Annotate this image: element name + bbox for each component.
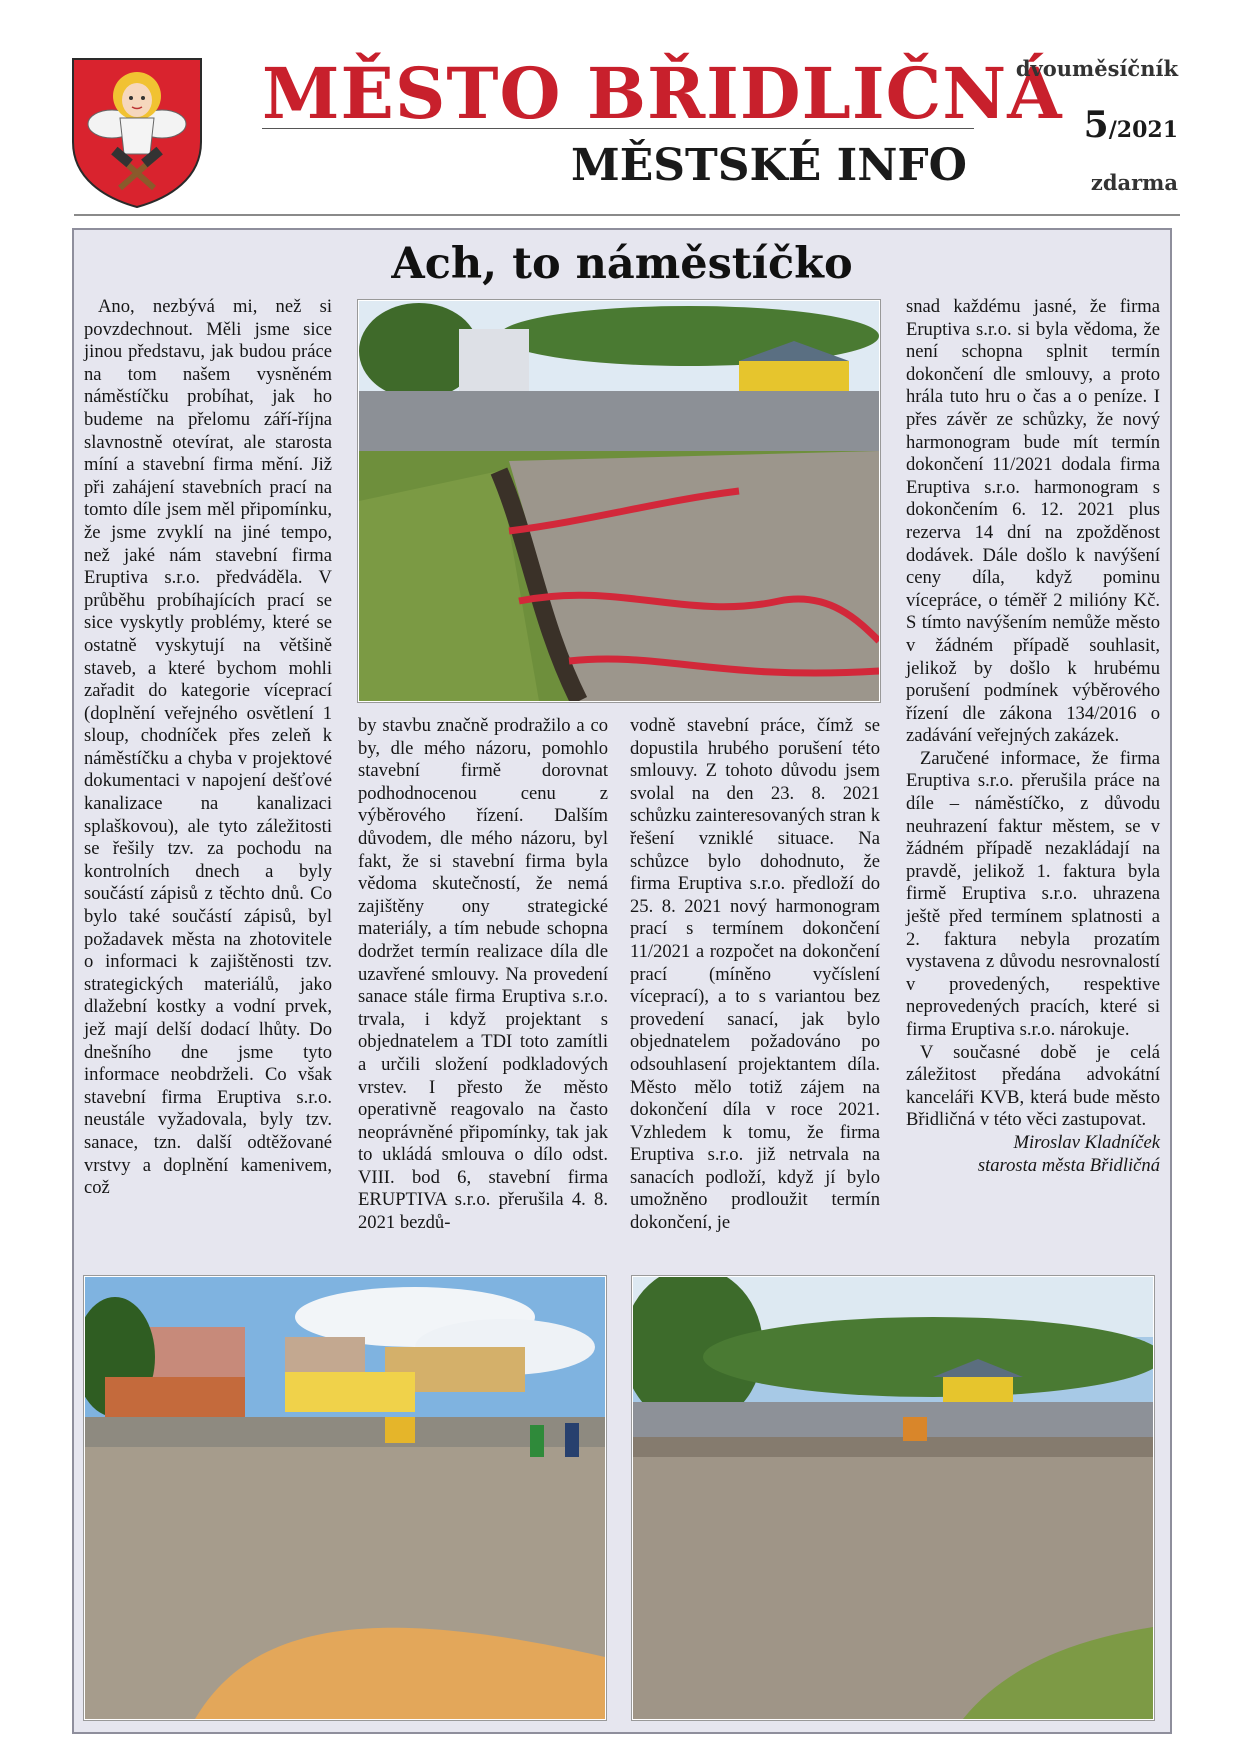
article-title: Ach, to náměstíčko (391, 239, 853, 289)
header-divider (74, 214, 1180, 216)
photo-construction-site-workers (84, 1276, 606, 1720)
article-paragraph: V současné době je celá záležitost předána advokátní kanceláři KVB, která bude město Břidličná v této věci zastupovat. (906, 1041, 1160, 1131)
article-paragraph: vodně stavební práce, čímž se dopustila hrubého porušení této smlouvy. Z tohoto důvodu jsem svolal na den 23. 8. 2021 schůzku zainteresovaných stran k řešení vzniklé situace. Na schůzce bylo dohodnuto, že firma Eruptiva s.r.o. předloží do 25. 8. 2021 nový harmonogram prací s termínem dokončení 11/2021 a rozpočet na dokončení prací (míněno vyčíslení víceprací), a to s variantou bez provedení sanací, jak bylo objednatelem požadováno po odsouhlasení projektantem díla. Město mělo totiž zájem na dokončení díla v roce 2021. Vzhledem k tomu, že firma Eruptiva s.r.o. již netrvala na sanacích podloží, když jí bylo umožněno prodloužit termín dokončení, je (630, 715, 880, 1234)
newsletter-subtitle: MĚSTSKÉ INFO (571, 140, 967, 191)
issue-number: 5 (1083, 104, 1109, 146)
frequency-label: dvouměsíčník (1015, 56, 1178, 81)
author-role: starosta města Břidličná (977, 1154, 1160, 1176)
article-paragraph: Ano, nezbývá mi, než si povzdechnout. Měli jsme sice jinou představu, jak budou práce na tom našem vysněném náměstíčku probíhat, jak ho budeme na přelomu září-října slavnostně otevírat, ale starosta míní a stavební firma mění. Již při zahájení stavebních prací na tomto díle jsem měl připomínku, že jsme zvyklí na jiné tempo, než jaké nám stavební firma Eruptiva s.r.o. předváděla. V průběhu probíhajících prací se sice vyskytly problémy, které se ostatně vyskytují na většině staveb, a které bychom mohli zařadit do kategorie víceprací (doplnění veřejného osvětlení 1 sloup, chodníček přes zeleň k náměstíčku a chyba v projektové dokumentaci v napojení dešťové kanalizace na kanalizaci splaškovou), ale tyto záležitosti se řešily tzv. za pochodu na kontrolních dnech a byly součástí zápisů z těchto dnů. Co bylo také součástí zápisů, byl požadavek města na zhotovitele o informaci k zajištěnosti tzv. strategických materiálů, jako dlažební kostky a vodní prvek, jež mají delší dodací lhůty. Do dnešního dne jsme tyto informace neobdrželi. Co však stavební firma Eruptiva s.r.o. neustále vyžadovala, byly tzv. sanace, tzn. další odtěžované vrstvy a doplnění kamenivem, což (84, 296, 332, 1199)
article-paragraph: snad každému jasné, že firma Eruptiva s.r.o. si byla vědoma, že není schopna splnit termín dokončení dle smlouvy, a proto hrála tuto hru o čas a o peníze. I přes závěr ze schůzky, že nový harmonogram bude mít termín dokončení 11/2021 dodala firma Eruptiva s.r.o. harmonogram s dokončením 6. 12. 2021 plus rezerva 14 dní na zpožděnost dodávek. Dále došlo k navýšení ceny díla, když pominu vícepráce, o téměř 2 milióny Kč. S tímto navýšením nemůže město v žádném případě souhlasit, jelikož by došlo k hrubému porušení podmínek výběrového řízení dle zákona 134/2016 o zadávání veřejných zakázek. (906, 296, 1160, 747)
article-paragraph: Zaručené informace, že firma Eruptiva s.r.o. přerušila práce na díle – náměstíčko, z důvodu neuhrazení faktur městem, se v žádném případě nezakládají na pravdě, jelikož 1. faktura byla firmě Eruptiva s.r.o. uhrazena ještě před termínem splatnosti a 2. faktura nebyla prozatím vystavena z důvodu nesrovnalostí v provedených, respektive neprovedených pracích, které si firma Eruptiva s.r.o. nárokuje. (906, 747, 1160, 1040)
article-column-4 (906, 296, 1160, 1256)
town-coat-of-arms (70, 56, 204, 210)
title-divider (262, 128, 974, 129)
issue-label (1010, 104, 1178, 146)
price-label: zdarma (1090, 170, 1178, 195)
article-column-2 (358, 715, 608, 1260)
article-column-3 (630, 715, 880, 1260)
author-name: Miroslav Kladníček (1013, 1131, 1160, 1153)
photo-construction-site-overview (632, 1276, 1154, 1720)
article-column-1 (84, 296, 332, 1256)
issue-year: /2021 (1108, 117, 1178, 143)
town-title: MĚSTO BŘIDLIČNÁ (262, 52, 1063, 135)
photo-construction-trench (358, 300, 880, 702)
article-paragraph: by stavbu značně prodražilo a co by, dle mého názoru, pomohlo stavební firmě dorovnat podhodnocenou cenu z výběrového řízení. Dalším důvodem, dle mého názoru, byl fakt, že si stavební firma byla vědoma skutečností, že nemá zajištěny ony strategické materiály, a tím nebude schopna dodržet termín realizace díla dle uzavřené smlouvy. Na provedení sanace stále firma Eruptiva s.r.o. trvala, i když projektant s objednatelem a TDI toto zamítli a určili složení podkladových vrstev. I přesto že město operativně reagovalo na často neoprávněné připomínky, tak jak to ukládá smlouva o dílo odst. VIII. bod 6, stavební firma ERUPTIVA s.r.o. přerušila 4. 8. 2021 bezdů- (358, 715, 608, 1234)
